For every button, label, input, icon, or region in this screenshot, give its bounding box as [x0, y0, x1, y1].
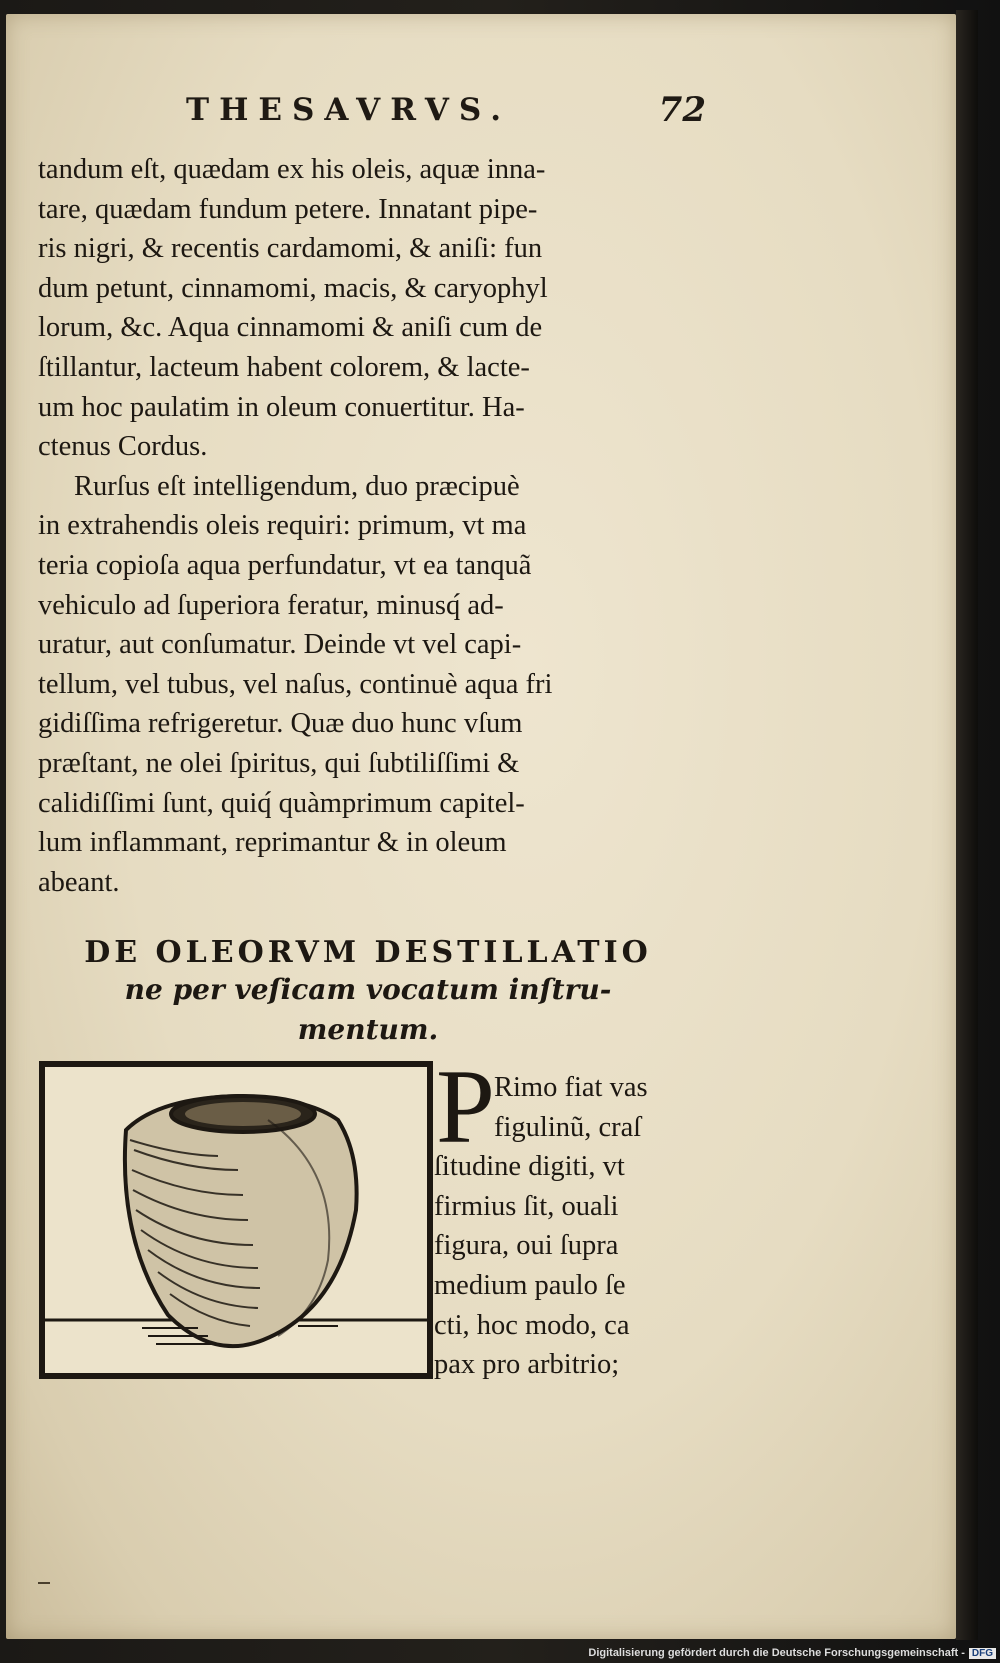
text-line: in extrahendis oleis requiri: primum, vt ma — [38, 510, 527, 542]
text-line: abeant. — [38, 866, 120, 898]
book-edge — [956, 10, 978, 1640]
text-line: figulinũ, craſ — [494, 1111, 642, 1143]
text-line: tare, quædam fundum petere. Innatant pipe- — [38, 193, 538, 225]
illustration-side-text — [434, 1068, 696, 1385]
text-line: teria copioſa aqua perfundatur, vt ea tanquã — [38, 549, 532, 581]
running-head: THESAVRVS. — [186, 92, 512, 128]
section-subheading-end: mentum. — [297, 1013, 439, 1046]
text-line: dum petunt, cinnamomi, macis, & caryophyl — [38, 272, 548, 304]
text-line: præſtant, ne olei ſpiritus, qui ſubtiliſſimi & — [38, 747, 520, 779]
digitization-credit — [588, 1647, 996, 1659]
text-line: Rimo fiat vas — [494, 1072, 648, 1103]
text-line: ctenus Cordus. — [38, 431, 208, 463]
main-text — [38, 150, 698, 902]
text-line: firmius ſit, ouali — [434, 1190, 619, 1222]
text-line: tellum, vel tubus, vel naſus, continuè aqua fri — [38, 668, 553, 700]
section-heading: DE OLEORVM DESTILLATIO — [84, 935, 652, 970]
text-line: uratur, aut conſumatur. Deinde vt vel capi- — [38, 629, 522, 661]
page-mark — [38, 1582, 50, 1584]
dfg-logo: DFG — [969, 1648, 996, 1659]
drop-cap: P — [436, 1048, 495, 1165]
text-line: ris nigri, & recentis cardamomi, & aniſi: fun — [38, 233, 543, 265]
page-number: 72 — [658, 90, 706, 130]
credit-text: Digitalisierung gefördert durch die Deutsche Forschungsgemeinschaft - — [588, 1647, 965, 1659]
text-line: lorum, &c. Aqua cinnamomi & aniſi cum de — [38, 312, 543, 344]
woodcut-vessel-illustration — [38, 1060, 434, 1380]
page-header — [36, 92, 706, 142]
paragraph-start-line: Rurſus eſt intelligendum, duo præcipuè — [74, 470, 520, 502]
text-line: vehiculo ad ſuperiora feratur, minusq́ ad- — [38, 589, 504, 621]
text-line: figura, oui ſupra — [434, 1230, 619, 1262]
text-line: calidiſſimi ſunt, quiq́ quàmprimum capitel- — [38, 787, 525, 819]
text-line: cti, hoc modo, ca — [434, 1309, 630, 1341]
text-line: lum inflammant, reprimantur & in oleum — [38, 827, 507, 859]
text-line: medium paulo ſe — [434, 1269, 626, 1301]
text-line: tandum eſt, quædam ex his oleis, aquæ inna- — [38, 154, 546, 185]
text-line: ſtillantur, lacteum habent colorem, & lacte- — [38, 351, 530, 383]
text-line: ſitudine digiti, vt — [434, 1151, 625, 1183]
section-subheading: ne per veſicam vocatum inſtru- — [124, 973, 612, 1006]
text-line: gidiſſima refrigeretur. Quæ duo hunc vſum — [38, 708, 523, 740]
text-line: pax pro arbitrio; — [434, 1349, 620, 1381]
section-title — [38, 935, 698, 1050]
text-line: um hoc paulatim in oleum conuertitur. Ha- — [38, 391, 525, 423]
